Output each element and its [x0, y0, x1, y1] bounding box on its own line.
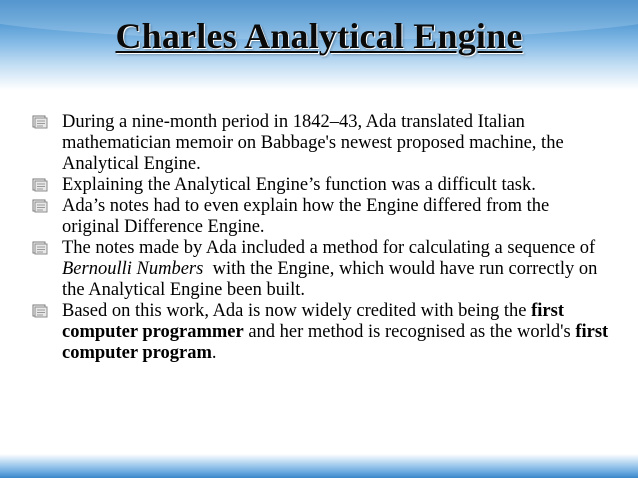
- bullet-text-part: Based on this work, Ada is now widely credited with being the: [62, 301, 532, 321]
- bullet-text-part: The notes made by Ada included a method for calculating a sequence of: [62, 238, 596, 258]
- slide-title: Charles Analytical Engine: [115, 16, 523, 56]
- bernoulli-numbers-emphasis: Bernoulli Numbers: [62, 259, 204, 279]
- bullet-text-part: and her method is recognised as the world's: [243, 322, 576, 342]
- bullet-item: [32, 112, 610, 175]
- first-computer-program-bold: first computer program: [62, 322, 609, 363]
- document-bullet-icon: [32, 199, 48, 213]
- document-bullet-icon: [32, 115, 48, 129]
- bullet-text: [62, 238, 602, 300]
- bullet-text-part: with the Engine, which would have run correctly on the Analytical Engine been built.: [62, 259, 602, 300]
- bullet-text: During a nine-month period in 1842–43, Ada translated Italian mathematician memoir on Babbage's newest proposed machine, the Analytical Engine.: [62, 112, 564, 174]
- bullet-item: [32, 301, 610, 364]
- bullet-text: Ada’s notes had to even explain how the Engine differed from the original Difference Engine.: [62, 196, 550, 237]
- document-bullet-icon: [32, 241, 48, 255]
- bullet-text: [62, 301, 608, 363]
- bullet-item: [32, 175, 610, 196]
- document-bullet-icon: [32, 178, 48, 192]
- first-computer-programmer-bold: first computer programmer: [62, 301, 564, 342]
- document-bullet-icon: [32, 304, 48, 318]
- bullet-list: [32, 112, 610, 364]
- bullet-item: [32, 238, 610, 301]
- bullet-item: [32, 196, 610, 238]
- bullet-text-part: .: [211, 343, 217, 363]
- bullet-text: Explaining the Analytical Engine’s function was a difficult task.: [62, 175, 536, 195]
- footer-banner: [0, 454, 638, 478]
